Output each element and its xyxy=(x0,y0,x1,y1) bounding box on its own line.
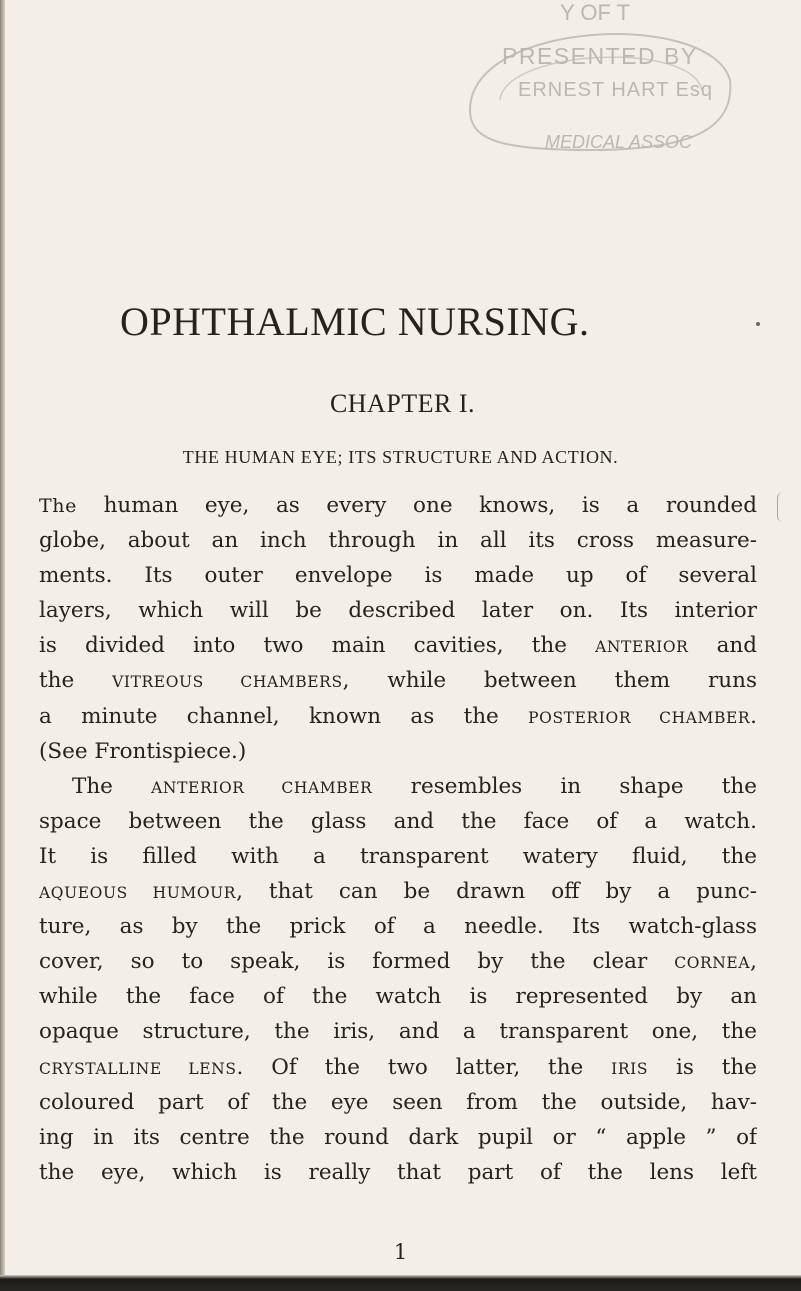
small-caps-term: IRIS xyxy=(611,1059,649,1078)
small-caps-term: CORNEA xyxy=(674,954,751,973)
small-caps-term: POSTERIOR CHAMBER xyxy=(528,708,751,727)
text-line: while the face of the watch is represented by an xyxy=(39,984,757,1010)
chapter-heading: CHAPTER I. xyxy=(329,389,476,418)
text-line: is divided into two main cavities, the ANTERIOR and xyxy=(39,633,757,659)
page-bottom-edge xyxy=(0,1275,801,1291)
small-caps-term: AQUEOUS HUMOUR xyxy=(39,884,237,903)
text-line: cover, so to speak, is formed by the clear CORNEA, xyxy=(39,949,757,975)
text-line: coloured part of the eye seen from the outside, hav- xyxy=(39,1089,757,1115)
text-line: the VITREOUS CHAMBERS, while between them runs xyxy=(39,668,757,694)
stamp-bottom-arc: MEDICAL ASSOC xyxy=(545,132,693,152)
book-title: OPHTHALMIC NURSING. xyxy=(120,299,590,344)
small-caps-term: ANTERIOR xyxy=(595,638,689,657)
text-line: The ANTERIOR CHAMBER resembles in shape the xyxy=(72,773,757,799)
stamp-line-1: PRESENTED BY xyxy=(502,43,698,69)
text-line: ments. Its outer envelope is made up of several xyxy=(39,563,757,589)
margin-dot xyxy=(756,322,760,326)
body-text xyxy=(39,488,757,1190)
small-caps-term: VITREOUS CHAMBERS xyxy=(112,673,343,692)
page-number: 1 xyxy=(393,1240,408,1264)
stamp-line-2: ERNEST HART Esq xyxy=(518,79,714,101)
stamp-top-arc: Y OF T xyxy=(560,0,631,25)
text-line: (See Frontispiece.) xyxy=(39,738,247,764)
library-stamp xyxy=(440,0,740,160)
text-line: space between the glass and the face of a watch. xyxy=(39,808,757,834)
small-caps-word: The xyxy=(39,495,77,517)
text-line: the eye, which is really that part of the lens left xyxy=(39,1159,757,1185)
text-line: opaque structure, the iris, and a transparent one, the xyxy=(39,1019,757,1045)
stamp-graphic xyxy=(440,0,740,160)
text-line: a minute channel, known as the POSTERIOR CHAMBER. xyxy=(39,703,757,729)
text-line: CRYSTALLINE LENS. Of the two latter, the IRIS is the xyxy=(39,1054,757,1080)
text-line: It is filled with a transparent watery fluid, the xyxy=(39,843,757,869)
margin-bracket-mark xyxy=(777,492,786,522)
text-line: ing in its centre the round dark pupil or “ apple ” of xyxy=(39,1124,757,1150)
text-line: AQUEOUS HUMOUR, that can be drawn off by a punc- xyxy=(39,879,757,905)
chapter-subtitle: THE HUMAN EYE; ITS STRUCTURE AND ACTION. xyxy=(182,447,619,467)
text-line: The human eye, as every one knows, is a rounded xyxy=(39,493,757,518)
text-line: globe, about an inch through in all its cross measure- xyxy=(39,528,757,554)
small-caps-term: ANTERIOR CHAMBER xyxy=(151,778,373,797)
small-caps-term: CRYSTALLINE LENS xyxy=(39,1059,237,1078)
text-line: ture, as by the prick of a needle. Its watch-glass xyxy=(39,914,757,940)
page-left-edge xyxy=(0,0,5,1291)
text-line: layers, which will be described later on. Its interior xyxy=(39,598,757,624)
